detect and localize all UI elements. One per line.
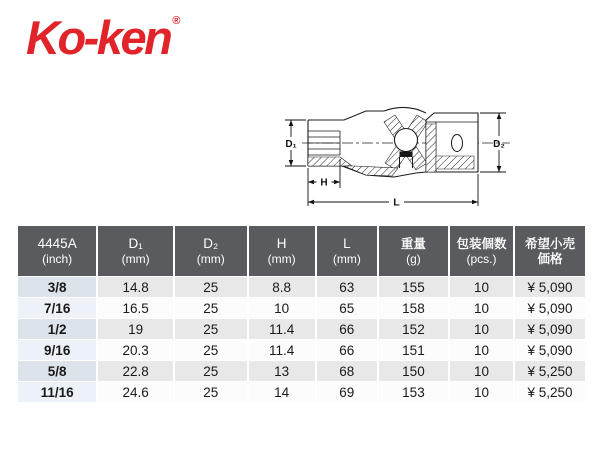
size-cell: 9/16 <box>18 340 97 361</box>
spec-row-5-8 <box>18 361 585 382</box>
value-cell: 155 <box>378 277 449 298</box>
drive-hatch-bottom <box>436 156 474 169</box>
value-cell: 11.4 <box>248 340 316 361</box>
socket-wall-hatch <box>308 157 352 166</box>
size-cell: 5/8 <box>18 361 97 382</box>
value-cell: 19 <box>97 319 174 340</box>
dimension-d2 <box>480 113 506 172</box>
spec-row-3-8 <box>18 277 585 298</box>
value-cell: 10 <box>449 277 514 298</box>
price-cell: ¥ 5,090 <box>514 298 585 319</box>
col-header-d2: D₂ (mm) <box>174 226 248 277</box>
value-cell: 150 <box>378 361 449 382</box>
spec-row-11-16 <box>18 382 585 403</box>
value-cell: 20.3 <box>97 340 174 361</box>
col-header-d1: D₁ (mm) <box>97 226 174 277</box>
value-cell: 158 <box>378 298 449 319</box>
header-row <box>18 226 585 277</box>
price-cell: ¥ 5,090 <box>514 277 585 298</box>
value-cell: 25 <box>174 361 248 382</box>
value-cell: 152 <box>378 319 449 340</box>
socket-ramp-hatch <box>344 166 398 176</box>
spec-row-9-16 <box>18 340 585 361</box>
col-header-l: L (mm) <box>316 226 378 277</box>
value-cell: 65 <box>316 298 378 319</box>
price-cell: ¥ 5,090 <box>514 319 585 340</box>
spec-row-1-2 <box>18 319 585 340</box>
col-header-weight: 重量 (g) <box>378 226 449 277</box>
value-cell: 10 <box>449 361 514 382</box>
drive-end <box>426 113 478 172</box>
value-cell: 14.8 <box>97 277 174 298</box>
value-cell: 68 <box>316 361 378 382</box>
size-cell: 3/8 <box>18 277 97 298</box>
size-cell: 1/2 <box>18 319 97 340</box>
value-cell: 66 <box>316 340 378 361</box>
value-cell: 10 <box>449 319 514 340</box>
col-header-model: 4445A (inch) <box>18 226 97 277</box>
col-header-retail-price: 希望小売 価格 <box>514 226 585 277</box>
value-cell: 24.6 <box>97 382 174 403</box>
value-cell: 10 <box>449 340 514 361</box>
value-cell: 66 <box>316 319 378 340</box>
drawing-svg <box>278 80 528 222</box>
value-cell: 10 <box>449 382 514 403</box>
hex-recess-lines <box>308 131 340 155</box>
value-cell: 16.5 <box>97 298 174 319</box>
price-cell: ¥ 5,250 <box>514 361 585 382</box>
brand-name: Ko-ken <box>26 11 171 64</box>
value-cell: 25 <box>174 382 248 403</box>
value-cell: 25 <box>174 298 248 319</box>
size-cell: 7/16 <box>18 298 97 319</box>
value-cell: 13 <box>248 361 316 382</box>
value-cell: 25 <box>174 340 248 361</box>
socket-technical-drawing <box>278 80 528 222</box>
dim-label-d2: D₂ <box>493 139 505 150</box>
value-cell: 8.8 <box>248 277 316 298</box>
joint-pin <box>400 152 413 158</box>
spec-table <box>18 226 585 402</box>
drive-hatch-left <box>426 124 436 172</box>
col-header-h: H (mm) <box>248 226 316 277</box>
spec-row-7-16 <box>18 298 585 319</box>
value-cell: 25 <box>174 277 248 298</box>
dim-label-l: L <box>393 196 400 209</box>
value-cell: 22.8 <box>97 361 174 382</box>
price-cell: ¥ 5,090 <box>514 340 585 361</box>
value-cell: 69 <box>316 382 378 403</box>
value-cell: 10 <box>248 298 316 319</box>
value-cell: 11.4 <box>248 319 316 340</box>
value-cell: 14 <box>248 382 316 403</box>
joint-ball <box>395 129 418 152</box>
value-cell: 153 <box>378 382 449 403</box>
col-header-pack-qty: 包装個数 (pcs.) <box>449 226 514 277</box>
detent-hole <box>452 135 463 152</box>
price-cell: ¥ 5,250 <box>514 382 585 403</box>
dim-label-h: H <box>320 177 328 189</box>
value-cell: 10 <box>449 298 514 319</box>
value-cell: 25 <box>174 319 248 340</box>
value-cell: 151 <box>378 340 449 361</box>
dim-label-d1: D₁ <box>285 139 297 150</box>
koken-logo <box>26 10 180 65</box>
registered-trademark-icon: ® <box>172 15 181 27</box>
size-cell: 11/16 <box>18 382 97 403</box>
value-cell: 63 <box>316 277 378 298</box>
